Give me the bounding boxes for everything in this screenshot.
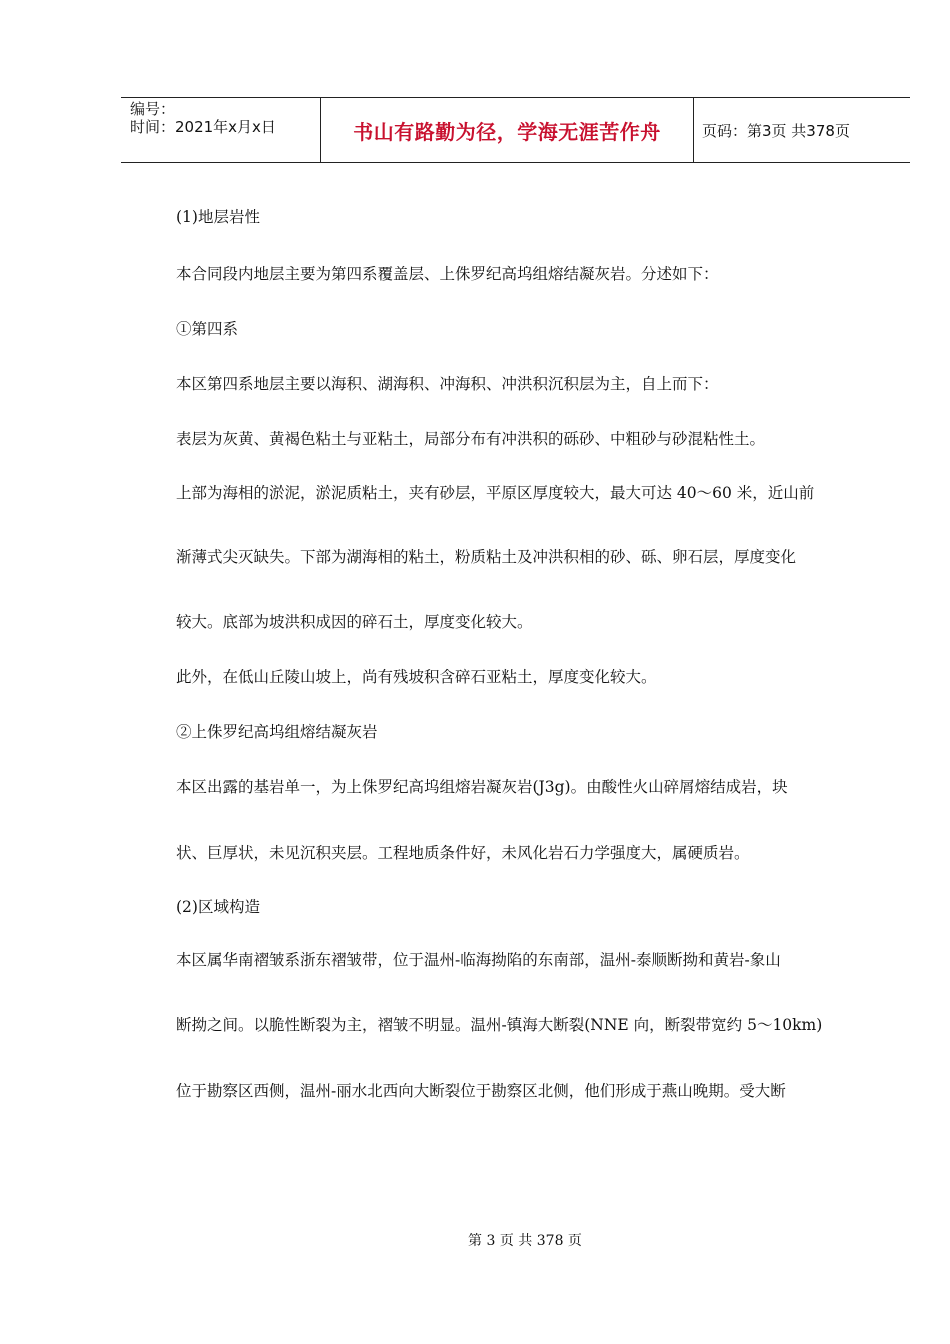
section-heading: (1)地层岩性 — [176, 208, 260, 226]
paragraph-line: 本区出露的基岩单一，为上侏罗纪高坞组熔岩凝灰岩(J3g)。由酸性火山碎屑熔结成岩，块 — [176, 778, 788, 796]
subsection-heading: ①第四系 — [176, 320, 239, 338]
time-label: 时间：2021年x月x日 — [130, 118, 276, 136]
document-header — [121, 97, 910, 163]
page-footer — [0, 1230, 950, 1250]
paragraph-line: 本合同段内地层主要为第四系覆盖层、上侏罗纪高坞组熔结凝灰岩。分述如下： — [176, 265, 719, 283]
paragraph-line: 位于勘察区西侧，温州-丽水北西向大断裂位于勘察区北侧，他们形成于燕山晚期。受大断 — [176, 1082, 786, 1100]
header-motto-cell — [321, 98, 694, 162]
footer-page-number: 第 3 页 共 378 页 — [468, 1233, 582, 1249]
section-heading: (2)区域构造 — [176, 898, 260, 916]
header-page-cell — [694, 98, 910, 162]
paragraph-line: 表层为灰黄、黄褐色粘土与亚粘土，局部分布有冲洪积的砾砂、中粗砂与砂混粘性土。 — [176, 430, 766, 448]
paragraph-line: 本区属华南褶皱系浙东褶皱带，位于温州-临海拗陷的东南部，温州-泰顺断拗和黄岩-象山 — [176, 951, 781, 969]
header-meta-cell — [121, 98, 321, 162]
paragraph-line: 较大。底部为坡洪积成因的碎石土，厚度变化较大。 — [176, 613, 533, 631]
paragraph-line: 本区第四系地层主要以海积、湖海积、冲海积、冲洪积沉积层为主，自上而下： — [176, 375, 719, 393]
paragraph-line: 渐薄式尖灭缺失。下部为湖海相的粘土，粉质粘土及冲洪积相的砂、砾、卵石层，厚度变化 — [176, 548, 797, 566]
paragraph-line: 状、巨厚状，未见沉积夹层。工程地质条件好，未风化岩石力学强度大，属硬质岩。 — [176, 844, 750, 862]
paragraph-line: 此外，在低山丘陵山坡上，尚有残坡积含碎石亚粘土，厚度变化较大。 — [176, 668, 657, 686]
motto-text: 书山有路勤为径，学海无涯苦作舟 — [353, 119, 661, 144]
subsection-heading: ②上侏罗纪高坞组熔结凝灰岩 — [176, 723, 378, 741]
paragraph-line: 断拗之间。以脆性断裂为主，褶皱不明显。温州-镇海大断裂(NNE 向，断裂带宽约 5～10km) — [176, 1016, 823, 1034]
header-page-info: 页码：第3页 共378页 — [702, 121, 850, 140]
serial-label: 编号： — [130, 100, 176, 118]
paragraph-line: 上部为海相的淤泥，淤泥质粘土，夹有砂层，平原区厚度较大，最大可达 40～60 米，近山前 — [176, 484, 815, 502]
